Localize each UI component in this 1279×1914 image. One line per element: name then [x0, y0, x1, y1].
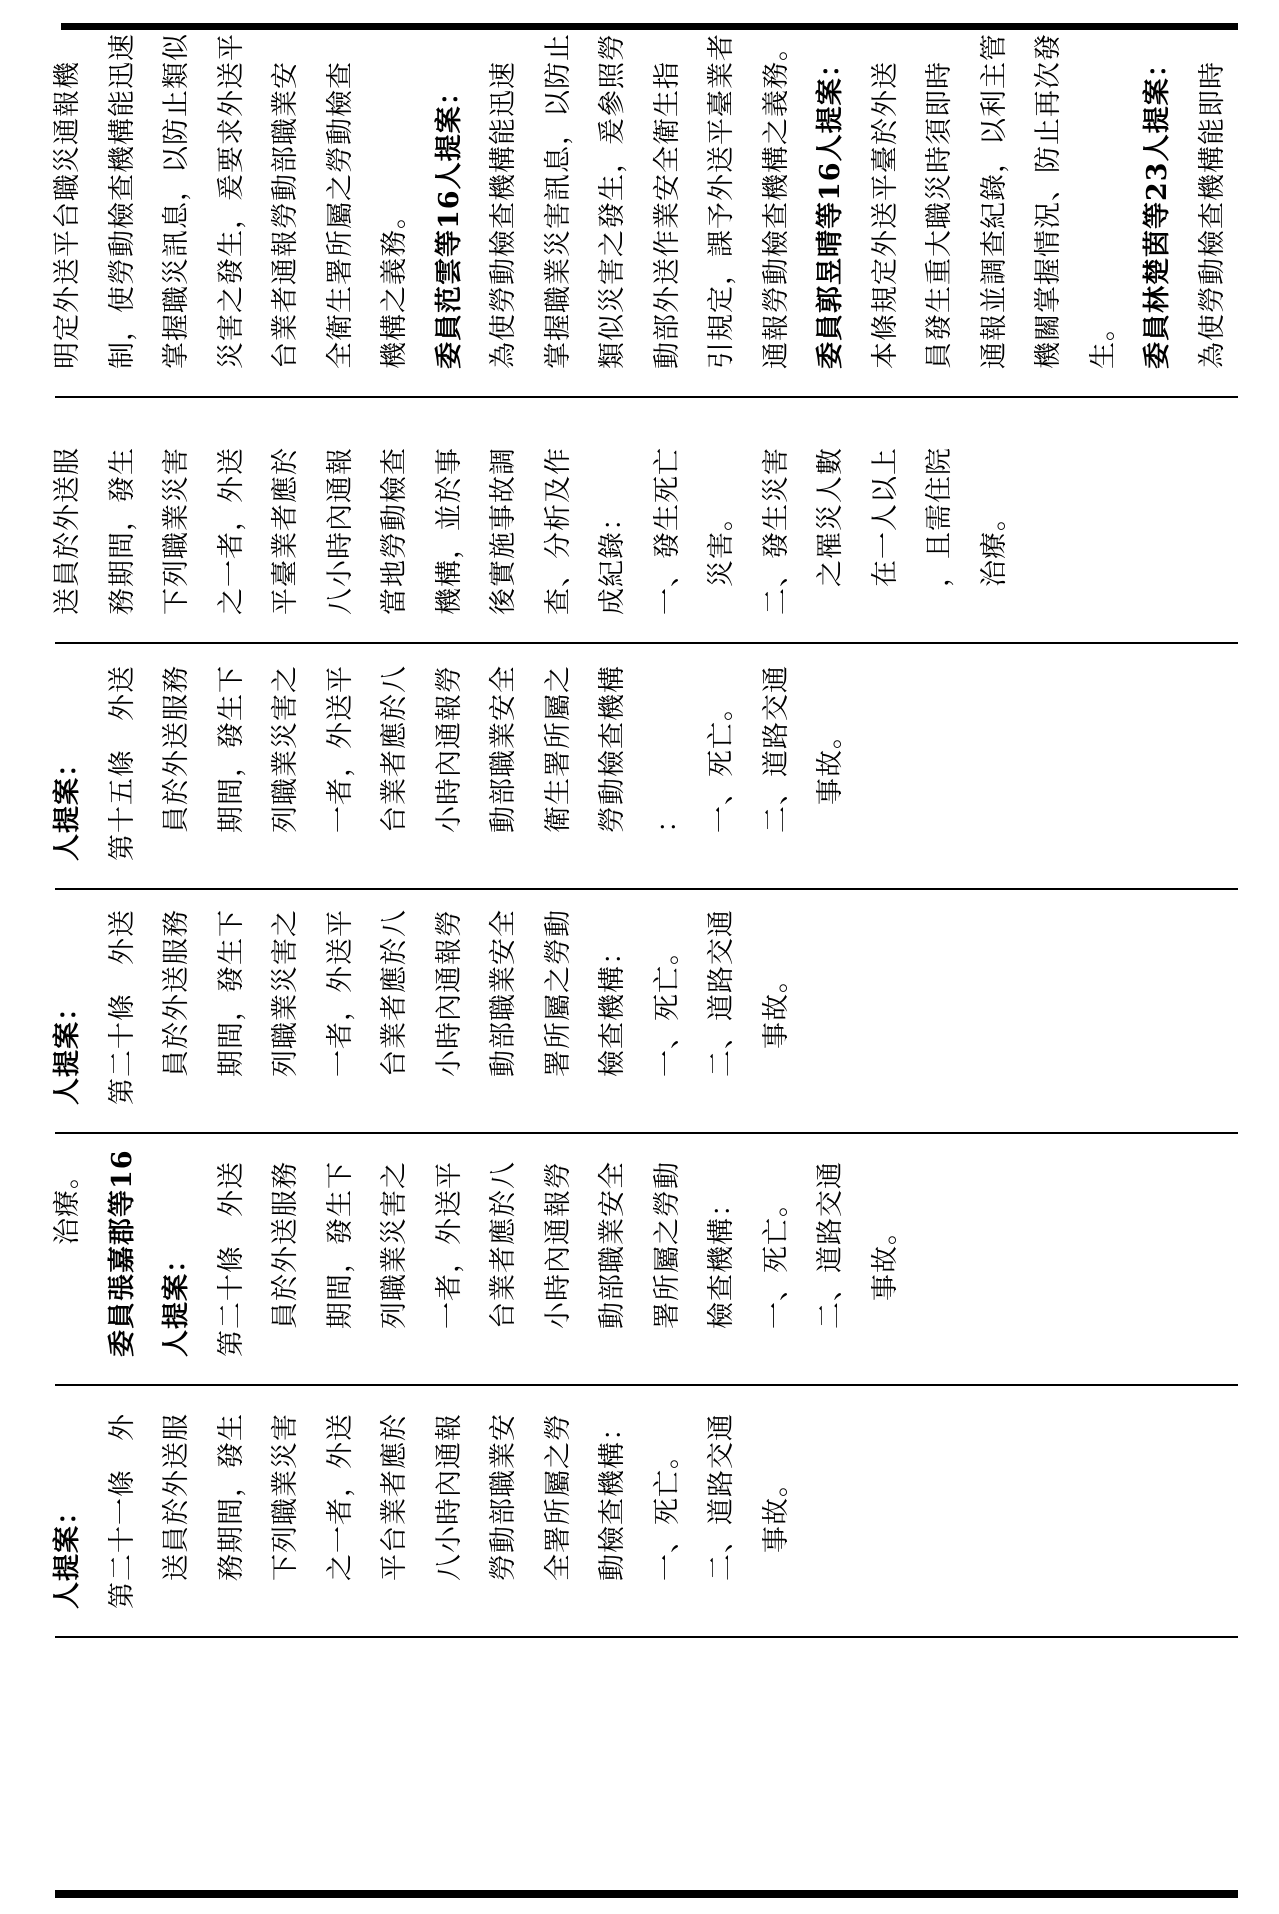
text-line: 小時內通報勞: [433, 909, 465, 1105]
text-line: 人提案：: [52, 993, 83, 1105]
text-line: 災害之發生，爰要求外送平: [215, 33, 247, 369]
text-line: 全衛生署所屬之勞動檢查: [324, 61, 356, 369]
text-line: 事故。: [760, 965, 792, 1105]
text-line: 之罹災人數: [815, 447, 846, 615]
text-line: 人提案：: [52, 1497, 83, 1609]
text-line: 一、死亡。: [651, 937, 683, 1105]
text-line: 動部外送作業安全衛生指: [651, 61, 683, 369]
text-line: 查、分析及作: [542, 447, 574, 615]
text-line: 八小時內通報: [433, 1413, 465, 1609]
text-line: 人提案：: [52, 749, 83, 861]
text-line: 八小時內通報: [324, 447, 356, 615]
text-line: 送員於外送服: [161, 1413, 192, 1609]
proposal-column-clause-b: [41, 643, 859, 861]
proposal-column-explanation: [41, 29, 1240, 369]
text-line: 明定外送平台職災通報機: [52, 61, 83, 369]
text-line: 務期間，發生: [215, 1413, 247, 1609]
text-line: ，且需住院: [924, 447, 955, 615]
table-outer-rule-bottom: [55, 1890, 1238, 1898]
text-line: 期間，發生下: [324, 1161, 356, 1357]
text-line: 員於外送服務: [161, 665, 192, 861]
text-line: 治療。: [52, 1161, 83, 1357]
text-line: 一者，外送平: [324, 909, 356, 1105]
text-line: 一、死亡。: [651, 1441, 683, 1609]
text-line: 類似災害之發生，爰參照勞: [597, 33, 628, 369]
text-line: 員發生重大職災時須即時: [924, 61, 955, 369]
text-line: 衛生署所屬之: [542, 665, 574, 861]
proposal-column-clause-a: [41, 397, 1022, 615]
text-line: 事故。: [815, 721, 846, 861]
proposal-column-clause-c: [41, 889, 804, 1105]
text-line: 第二十一條 外: [106, 1413, 138, 1609]
text-line: 一、死亡。: [706, 693, 737, 861]
text-line: 災害。: [706, 503, 737, 615]
text-line: 之一者，外送: [324, 1413, 356, 1609]
proposal-column-clause-d: [41, 1133, 913, 1357]
text-line: 平台業者應於: [379, 1413, 410, 1609]
text-line: 機構之義務。: [379, 201, 410, 369]
text-line: 引規定，課予外送平臺業者: [706, 33, 737, 369]
text-line: 事故。: [760, 1469, 792, 1609]
text-line: 事故。: [869, 1217, 901, 1357]
text-line: 為使勞動檢查機構能迅速: [488, 61, 519, 369]
text-line: 委員張嘉郡等16: [106, 1149, 138, 1357]
text-line: 掌握職業災害訊息，以防止: [542, 33, 574, 369]
text-line: 平臺業者應於: [270, 447, 301, 615]
text-line: 一者，外送平: [433, 1161, 465, 1357]
text-line: 小時內通報勞: [542, 1161, 574, 1357]
text-line: 通報並調查紀錄，以利主管: [978, 33, 1010, 369]
text-line: 台業者通報勞動部職業安: [270, 61, 301, 369]
text-line: 務期間，發生: [106, 447, 138, 615]
text-line: 員於外送服務: [270, 1161, 301, 1357]
text-line: 一、發生死亡: [651, 447, 683, 615]
text-line: 員於外送服務: [161, 909, 192, 1105]
text-line: 二、發生災害: [760, 447, 792, 615]
text-line: 後實施事故調: [488, 447, 519, 615]
text-line: ：: [651, 805, 683, 861]
text-line: 當地勞動檢查: [379, 447, 410, 615]
text-line: 檢查機構：: [706, 1189, 737, 1357]
column-divider-6: [55, 1636, 1238, 1638]
text-line: 制，使勞動檢查機構能迅速: [106, 33, 138, 369]
text-line: 台業者應於八: [379, 665, 410, 861]
text-line: 成紀錄：: [597, 503, 628, 615]
text-line: 送員於外送服: [52, 447, 83, 615]
text-line: 勞動部職業安: [488, 1413, 519, 1609]
text-line: 列職業災害之: [270, 665, 301, 861]
text-line: 機構，並於事: [433, 447, 465, 615]
text-line: 一者，外送平: [324, 665, 356, 861]
text-line: 在一人以上: [869, 447, 901, 615]
text-line: 下列職業災害: [161, 447, 192, 615]
text-line: 二、道路交通: [815, 1161, 846, 1357]
text-line: 動部職業安全: [488, 909, 519, 1105]
text-line: 人提案：: [161, 1245, 192, 1357]
text-line: 動部職業安全: [597, 1161, 628, 1357]
text-line: 列職業災害之: [270, 909, 301, 1105]
text-line: 小時內通報勞: [433, 665, 465, 861]
text-line: 委員林楚茵等23人提案：: [1142, 49, 1173, 369]
text-line: 全署所屬之勞: [542, 1413, 574, 1609]
text-line: 治療。: [978, 503, 1010, 615]
text-line: 二、道路交通: [706, 1413, 737, 1609]
text-line: 掌握職災訊息，以防止類似: [161, 33, 192, 369]
text-line: 委員郭昱晴等16人提案：: [815, 49, 846, 369]
proposal-column-clause-e: [41, 1385, 804, 1609]
text-line: 台業者應於八: [488, 1161, 519, 1357]
text-line: 機關掌握情況、防止再次發: [1033, 33, 1064, 369]
text-line: 二、道路交通: [760, 665, 792, 861]
text-line: 一、死亡。: [760, 1189, 792, 1357]
text-line: 之一者，外送: [215, 447, 247, 615]
text-line: 第二十條 外送: [215, 1161, 247, 1357]
text-line: 署所屬之勞動: [542, 909, 574, 1105]
text-line: 動部職業安全: [488, 665, 519, 861]
text-line: 本條規定外送平臺於外送: [869, 61, 901, 369]
text-line: 下列職業災害: [270, 1413, 301, 1609]
text-line: 為使勞動檢查機構能即時: [1196, 61, 1228, 369]
text-line: 生。: [1087, 313, 1119, 369]
text-line: 勞動檢查機構: [597, 665, 628, 861]
text-line: 通報勞動檢查機構之義務。: [760, 33, 792, 369]
text-line: 列職業災害之: [379, 1161, 410, 1357]
text-line: 台業者應於八: [379, 909, 410, 1105]
text-line: 期間，發生下: [215, 665, 247, 861]
text-line: 動檢查機構：: [597, 1413, 628, 1609]
text-line: 期間，發生下: [215, 909, 247, 1105]
text-line: 檢查機構：: [597, 937, 628, 1105]
text-line: 第十五條 外送: [106, 665, 138, 861]
text-line: 委員范雲等16人提案：: [433, 77, 465, 369]
text-line: 二、道路交通: [706, 909, 737, 1105]
text-line: 第二十條 外送: [106, 909, 138, 1105]
text-line: 署所屬之勞動: [651, 1161, 683, 1357]
